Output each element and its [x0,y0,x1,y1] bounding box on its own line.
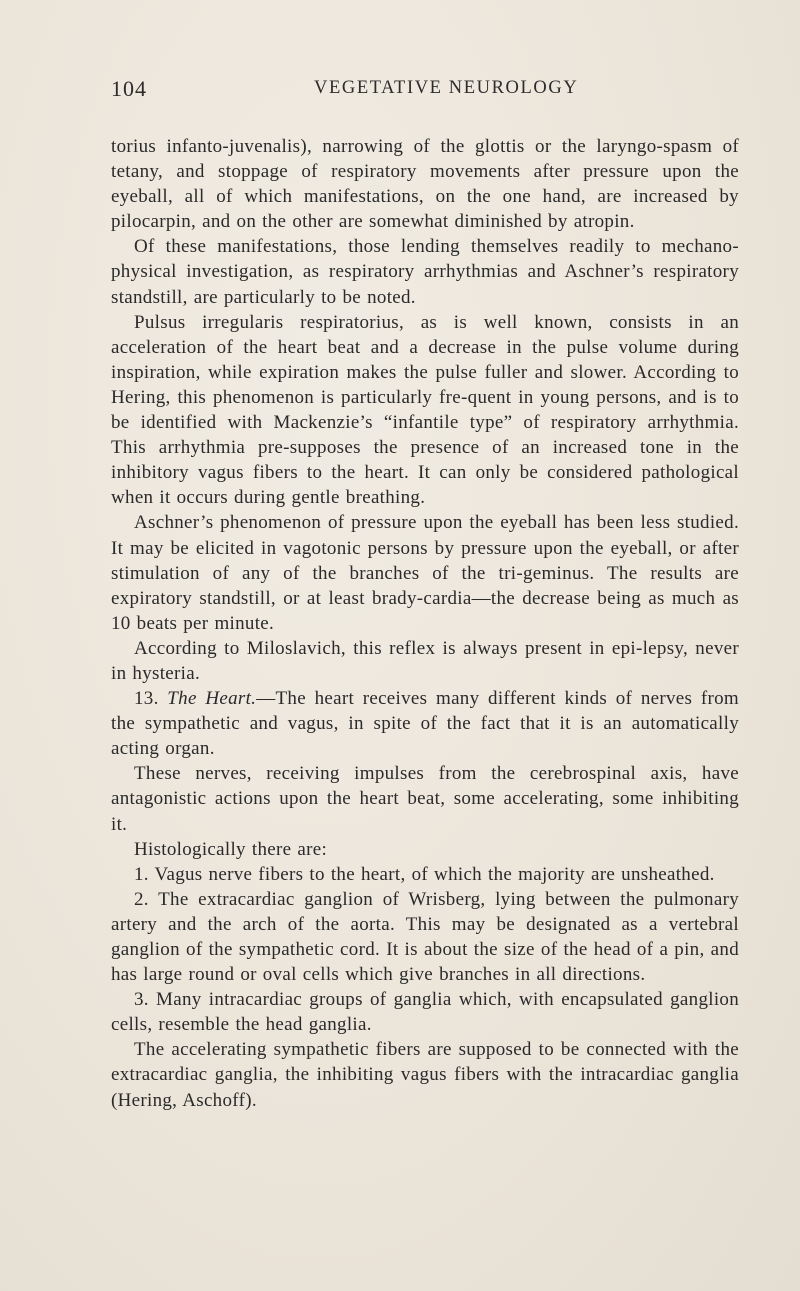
paragraph: The accelerating sympathetic fibers are supposed to be connected with the extracardiac ganglia, the inhibiting vagus fibers with the intracardiac ganglia (Hering, Aschoff). [111,1039,739,1111]
list-item: 1. Vagus nerve fibers to the heart, of which the majority are unsheathed. [134,863,715,885]
section-number: 13. [134,688,159,710]
paragraph: torius infanto-juvenalis), narrowing of the glottis or the laryngo-spasm of tetany, and stoppage of respiratory movements after pressure upon the eyeball, all of which manifestations, on the one hand, are increased by pilocarpin, and on the other are somewhat diminished by atropin. [111,136,739,233]
paragraph: Aschner’s phenomenon of pressure upon the eyeball has been less studied. It may be elicited in vagotonic persons by pressure upon the eyeball, or after stimulation of any of the branches of the tri-geminus. The results are expiratory standstill, or at least brady-cardia—the decrease being as much as 10 beats per minute. [111,512,739,634]
section-title: The Heart. [167,688,257,710]
section-paragraph [111,686,739,761]
section-text: —The heart receives many different kinds of nerves from the sympathetic and vagus, in spite of the fact that it is an automatically acting organ. [111,688,739,760]
paragraph: Histologically there are: [134,838,328,860]
paragraph: According to Miloslavich, this reflex is always present in epi-lepsy, never in hysteria. [111,637,739,684]
page-header [111,76,739,102]
running-title: VEGETATIVE NEUROLOGY [314,78,579,98]
list-item: 2. The extracardiac ganglion of Wrisberg, lying between the pulmonary artery and the arch of the aorta. This may be designated as a vertebral ganglion of the sympathetic cord. It is about the size of the head of a pin, and has large round or oval cells which give branches in all directions. [111,888,739,986]
list-item: 3. Many intracardiac groups of ganglia which, with encapsulated ganglion cells, resemble the head ganglia. [111,989,739,1036]
page-number: 104 [111,76,147,101]
paragraph: Pulsus irregularis respiratorius, as is well known, consists in an acceleration of the heart beat and a decrease in the pulse volume during inspiration, while expiration makes the pulse fuller and slower. According to Hering, this phenomenon is particularly fre-quent in young persons, and is to be identified with Mackenzie’s “infantile type” of respiratory arrhythmia. This arrhythmia pre-supposes the presence of an increased tone in the inhibitory vagus fibers to the heart. It can only be considered pathological when it occurs during gentle breathing. [111,311,739,509]
paragraph: These nerves, receiving impulses from the cerebrospinal axis, have antagonistic actions upon the heart beat, some accelerating, some inhibiting it. [111,763,739,835]
body-text [111,134,739,1113]
paragraph: Of these manifestations, those lending themselves readily to mechano-physical investigation, as respiratory arrhythmias and Aschner’s respiratory standstill, are particularly to be noted. [111,236,739,308]
